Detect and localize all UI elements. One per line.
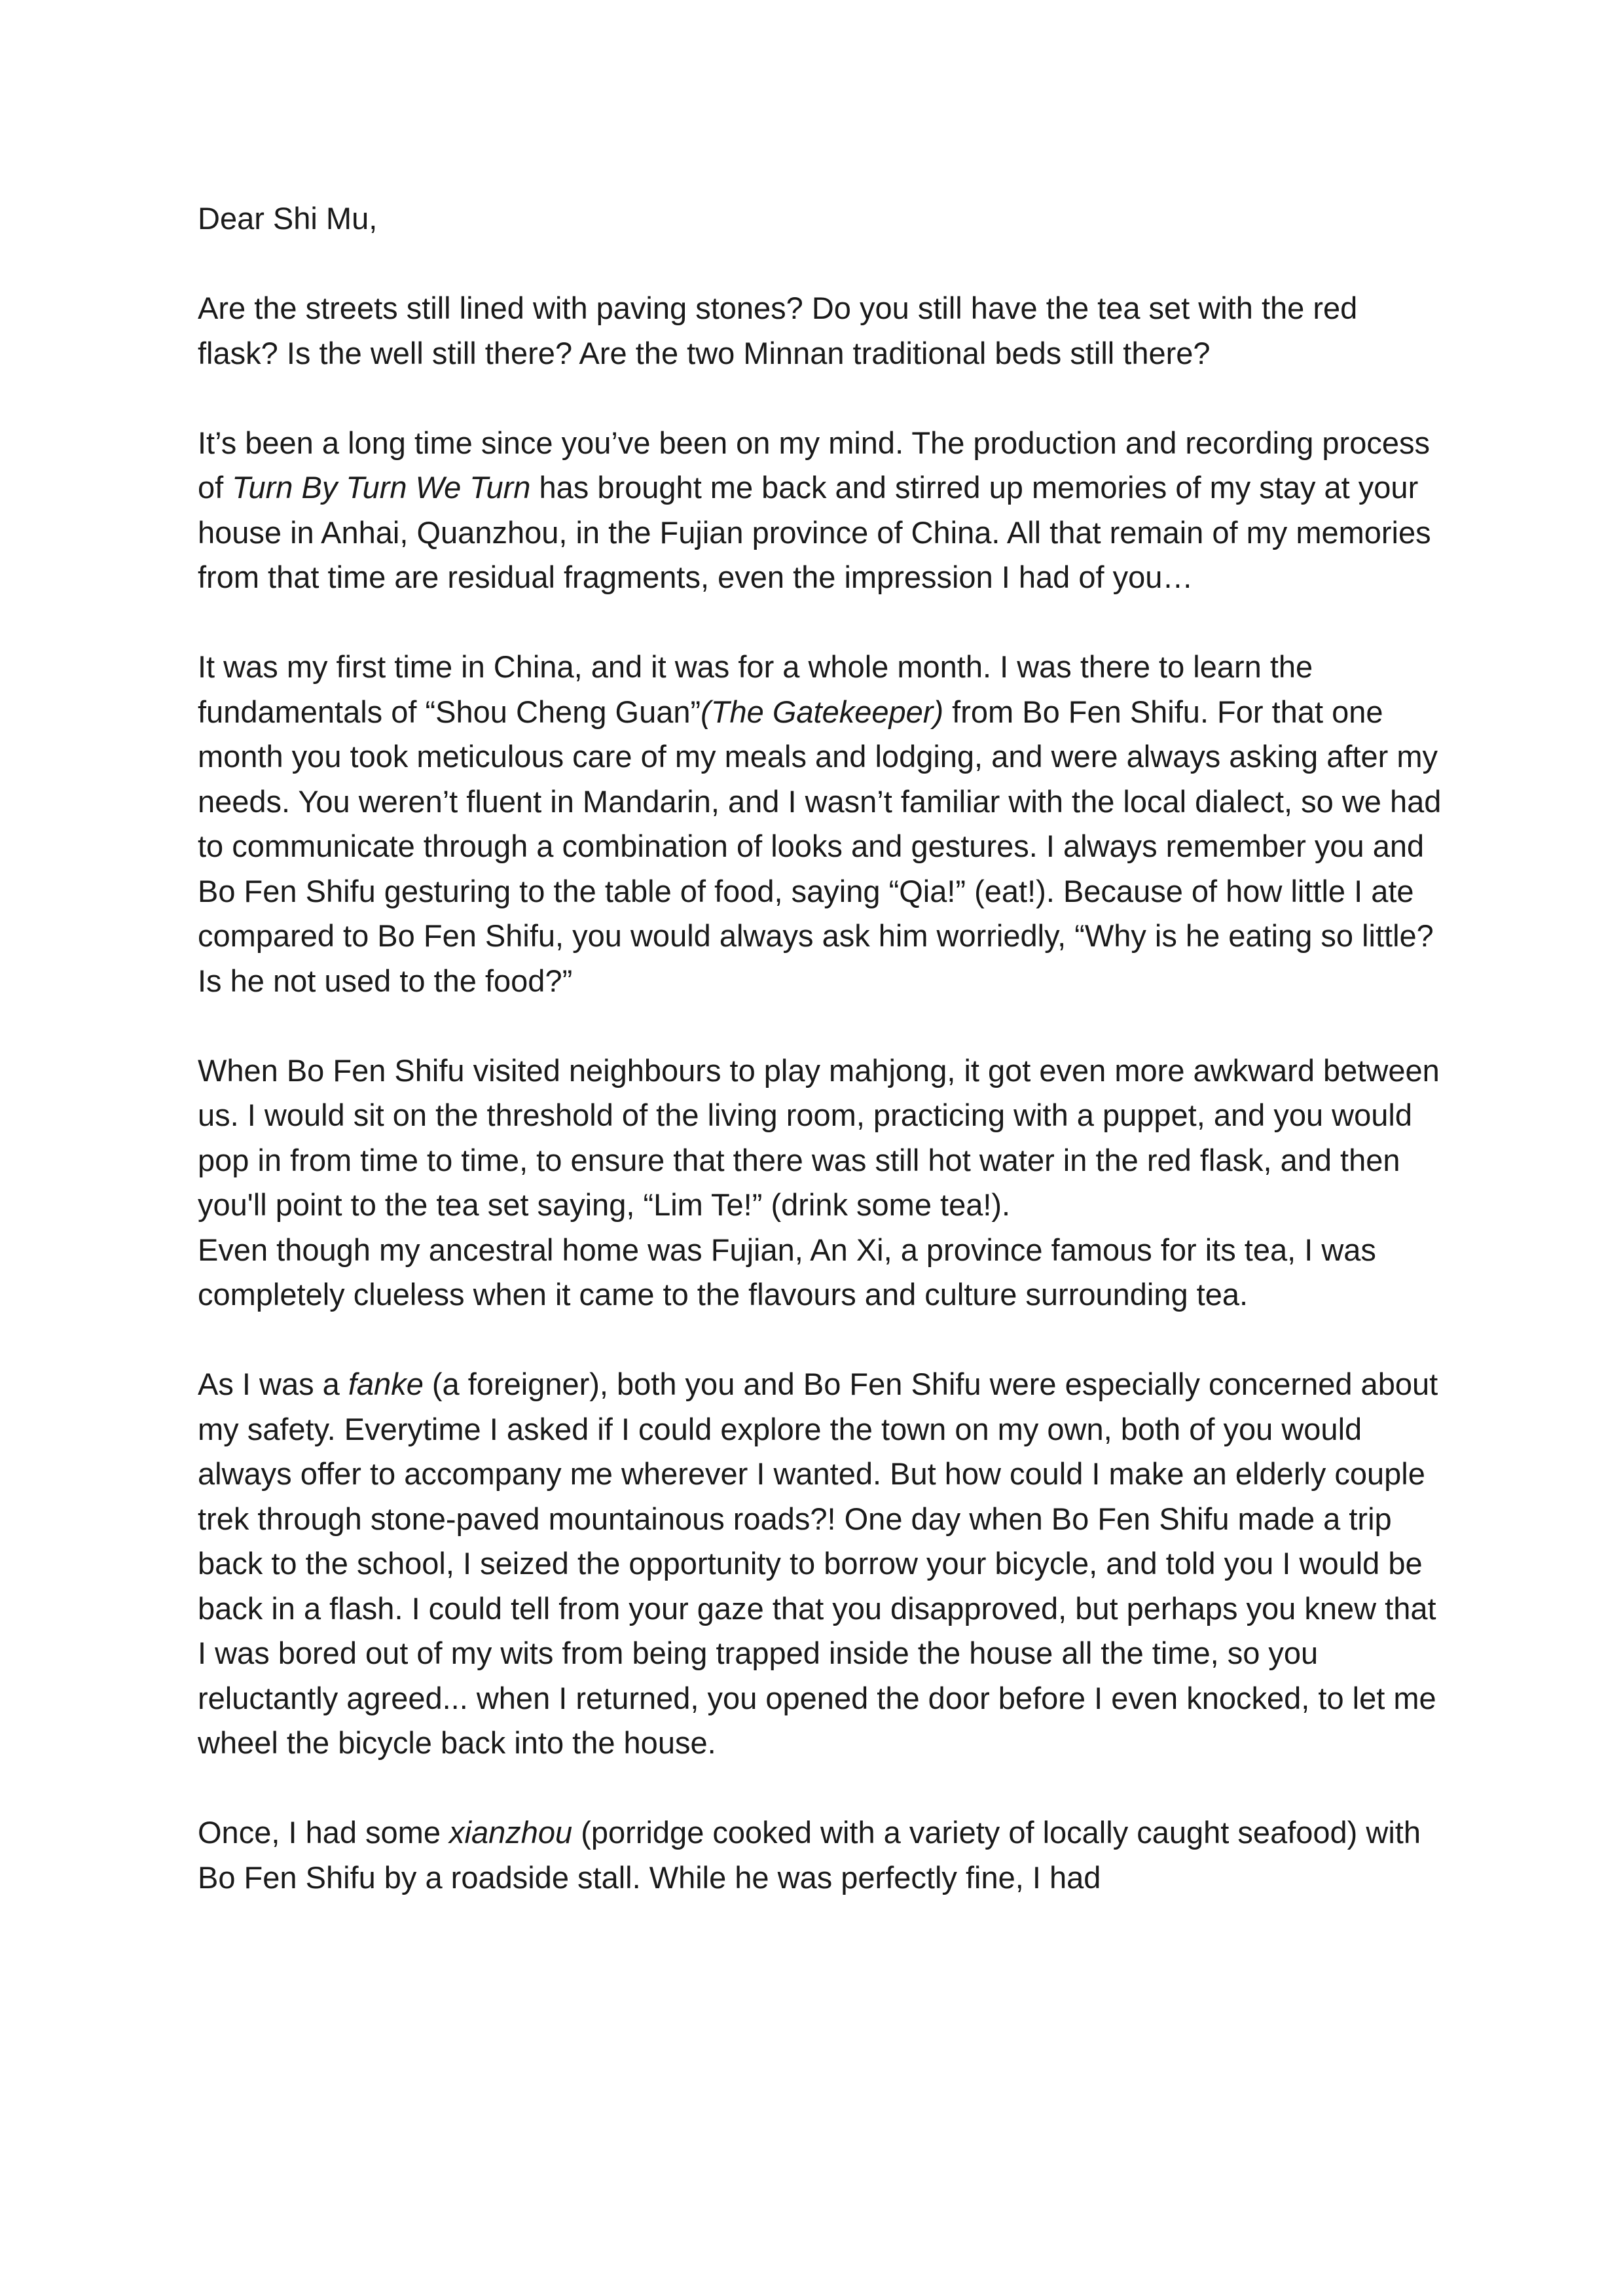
paragraph-foreigner-text-a: As I was a [198, 1367, 348, 1401]
paragraph-ancestral-home: Even though my ancestral home was Fujian, An Xi, a province famous for its tea, I was completely clueless when it came to the flavours and culture surrounding tea. [198, 1232, 1376, 1312]
paragraph-first-time-china [198, 645, 1442, 1003]
paragraph-gap [198, 1318, 1442, 1363]
paragraph-xianzhou-text-a: Once, I had some [198, 1815, 450, 1850]
paragraph-gap [198, 376, 1442, 421]
paragraph-gap [198, 1003, 1442, 1049]
paragraph-xianzhou-text-b: (porridge cooked with a variety of locally caught seafood) with Bo Fen Shifu by a roadside stall. While he was perfectly fine, I had [198, 1815, 1421, 1895]
paragraph-memories-text-a: It’s been a long time since you’ve been on my mind. The production and recording process of [198, 425, 1430, 505]
gatekeeper-title: (The Gatekeeper) [701, 694, 944, 729]
paragraph-foreigner-text-b: (a foreigner), both you and Bo Fen Shifu were especially concerned about my safety. Everytime I asked if I could explore the town on my own, both of you would always offer to accompany me wherever I wanted. But how could I make an elderly couple trek through stone-paved mountainous roads?! One day when Bo Fen Shifu made a trip back to the school, I seized the opportunity to borrow your bicycle, and told you I would be back in a flash. I could tell from your gaze that you disapproved, but perhaps you knew that I was bored out of my wits from being trapped inside the house all the time, so you reluctantly agreed... when I returned, you opened the door before I even knocked, to let me wheel the bicycle back into the house. [198, 1367, 1438, 1760]
fanke-term: fanke [348, 1367, 424, 1401]
paragraph-foreigner [198, 1362, 1442, 1766]
paragraph-gap [198, 242, 1442, 287]
paragraph-memories-text-b: has brought me back and stirred up memories of my stay at your house in Anhai, Quanzhou, in the Fujian province of China. All that remain of my memories from that time are residual fragments, even the impression I had of you… [198, 470, 1431, 594]
paragraph-streets: Are the streets still lined with paving stones? Do you still have the tea set with the red flask? Is the well still there? Are the two Minnan traditional beds still there? [198, 291, 1358, 370]
paragraph-first-time-text-a: It was my first time in China, and it was for a whole month. I was there to learn the fundamentals of “Shou Cheng Guan” [198, 649, 1313, 729]
paragraph-mahjong: When Bo Fen Shifu visited neighbours to play mahjong, it got even more awkward between us. I would sit on the threshold of the living room, practicing with a puppet, and you would pop in from time to time, to ensure that there was still hot water in the red flask, and then you'll point to the tea set saying, “Lim Te!” (drink some tea!). [198, 1052, 1440, 1222]
paragraph-first-time-text-b: from Bo Fen Shifu. For that one month you took meticulous care of my meals and lodging, and were always asking after my needs. You weren’t fluent in Mandarin, and I wasn’t familiar with the local dialect, so we had to communicate through a combination of looks and gestures. I always remember you and Bo Fen Shifu gesturing to the table of food, saying “Qia!” (eat!). Because of how little I ate compared to Bo Fen Shifu, you would always ask him worriedly, “Why is he eating so little? Is he not used to the food?” [198, 694, 1442, 998]
paragraph-memories [198, 421, 1442, 600]
letter-body [198, 196, 1442, 1900]
paragraph-gap [198, 1766, 1442, 1811]
production-title: Turn By Turn We Turn [232, 470, 531, 505]
salutation: Dear Shi Mu, [198, 201, 378, 236]
xianzhou-term: xianzhou [449, 1815, 573, 1850]
paragraph-gap [198, 600, 1442, 645]
paragraph-xianzhou [198, 1810, 1442, 1900]
